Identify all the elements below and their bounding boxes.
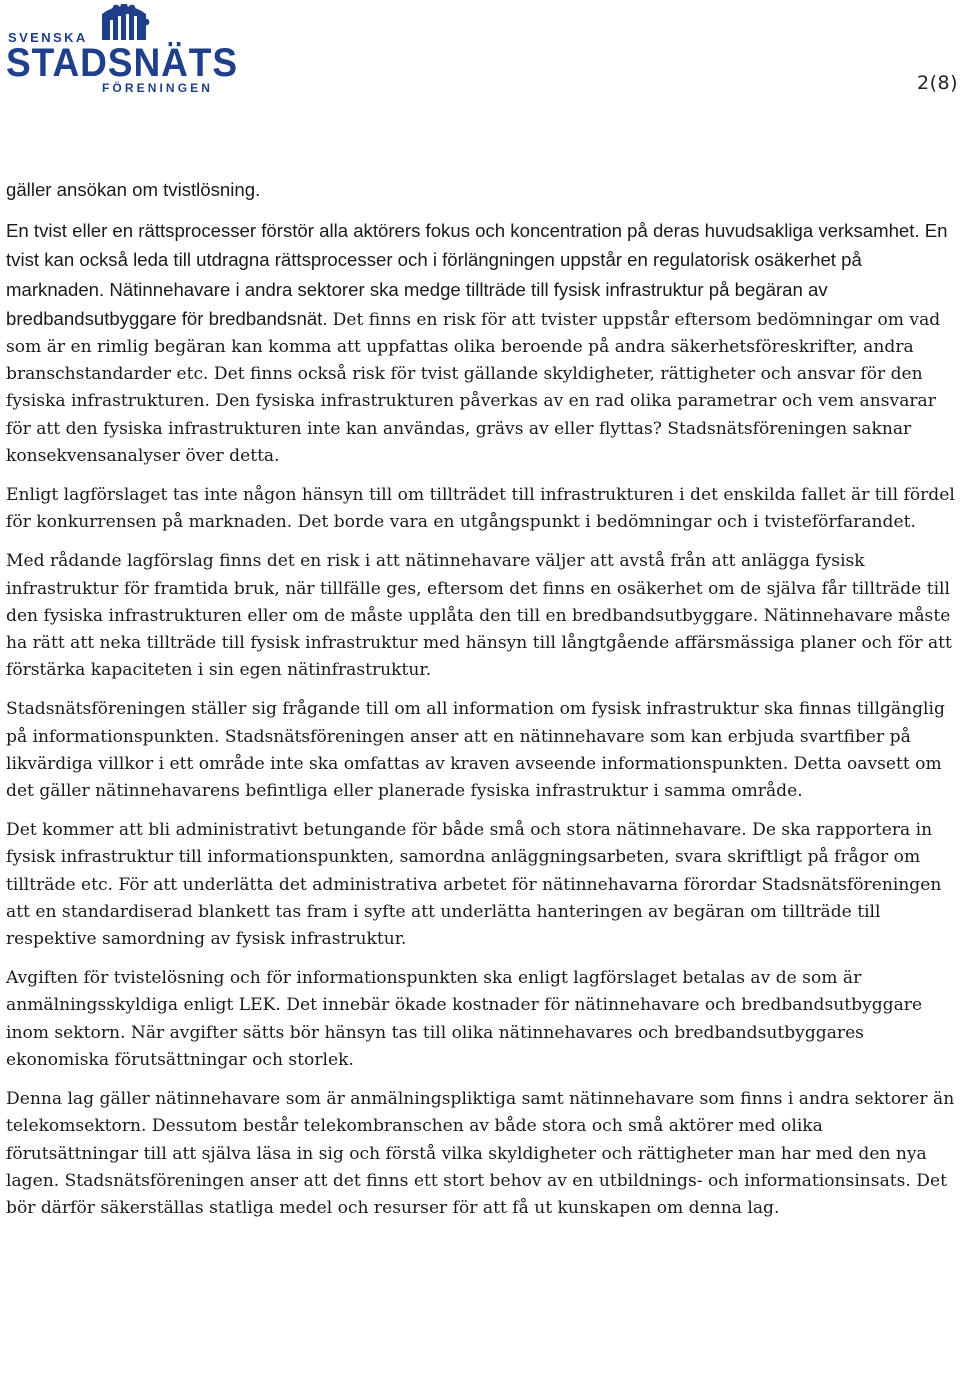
- logo-top-text: SVENSKA: [8, 30, 88, 45]
- page-header: [0, 0, 960, 110]
- document-body: [6, 176, 958, 1222]
- logo-bottom-text: FÖRENINGEN: [102, 81, 214, 95]
- paragraph-8: Denna lag gäller nätinnehavare som är anmälningspliktiga samt nätinnehavare som finns i andra sektorer än telekomsektorn. Dessutom består telekombranschen av både stora och små aktörer med olika förutsättningar till att själva läsa in sig och förstå vilka skyldigheter och rättigheter man har med den nya lagen. Stadsnätsföreningen anser att det finns ett stort behov av en utbildnings- och informationsinsats. Det bör därför säkerställas statliga medel och resurser för att få ut kunskapen om denna lag.: [6, 1089, 955, 1218]
- paragraph-2: [6, 217, 958, 470]
- page-number: 2(8): [916, 72, 958, 94]
- logo-main-text: STADSNÄTS: [6, 41, 238, 85]
- paragraph-1: gäller ansökan om tvistlösning.: [6, 179, 261, 200]
- stadsnatsforeningen-logo: [6, 4, 242, 96]
- paragraph-6: Det kommer att bli administrativt betungande för både små och stora nätinnehavare. De ska rapportera in fysisk infrastruktur till informationspunkten, samordna anläggningsarbeten, svara skriftligt på frågor om tillträde etc. För att underlätta det administrativa arbetet för nätinnehavarna förordar Stadsnätsföreningen att en standardiserad blankett tas fram i syfte att underlätta hanteringen av begäran om tillträde till respektive samordning av fysisk infrastruktur.: [6, 820, 942, 950]
- paragraph-4: Med rådande lagförslag finns det en risk i att nätinnehavare väljer att avstå från att anlägga fysisk infrastruktur för framtida bruk, när tillfälle ges, eftersom det finns en osäkerhet om de själva får tillträde till den fysiska infrastrukturen eller om de måste upplåta den till en bredbandsutbyggare. Nätinnehavare måste ha rätt att neka tillträde till fysisk infrastruktur med hänsyn till långtgående affärsmässiga planer och för att förstärka kapaciteten i sin egen nätinfrastruktur.: [6, 551, 952, 681]
- paragraph-7: Avgiften för tvistelösning och för informationspunkten ska enligt lagförslaget betalas av de som är anmälningsskyldiga enligt LEK. Det innebär ökade kostnader för nätinnehavare och bredbandsutbyggare inom sektorn. När avgifter sätts bör hänsyn tas till olika nätinnehavares och bredbandsutbyggares ekonomiska förutsättningar och storlek.: [6, 968, 923, 1070]
- paragraph-3: Enligt lagförslaget tas inte någon hänsyn till om tillträdet till infrastrukturen i det enskilda fallet är till fördel för konkurrensen på marknaden. Det borde vara en utgångspunkt i bedömningar och i tvisteförfarandet.: [6, 485, 955, 533]
- paragraph-2-part-2: Det finns en risk för att tvister uppstår eftersom bedömningar om vad som är en rimlig begäran kan komma att uppfattas olika beroende på andra säkerhetsföreskrifter, andra branschstandarder etc. Det finns också risk för tvist gällande skyldigheter, rättigheter och ansvar för den fysiska infrastrukturen. Den fysiska infrastrukturen påverkas av en rad olika parametrar och vem ansvarar för att den fysiska infrastrukturen inte kan användas, grävs av eller flyttas? Stadsnätsföreningen saknar konsekvensanalyser över detta.: [6, 309, 941, 466]
- paragraph-5: Stadsnätsföreningen ställer sig frågande till om all information om fysisk infrastruktur ska finnas tillgänglig på informationspunkten. Stadsnätsföreningen anser att en nätinnehavare som kan erbjuda svartfiber på likvärdiga villkor i ett område inte ska omfattas av kraven avseende informationspunkten. Detta oavsett om det gäller nätinnehavarens befintliga eller planerade fysiska infrastruktur i samma område.: [6, 699, 945, 802]
- paragraph-2-part-1: En tvist eller en rättsprocesser förstör alla aktörers fokus och koncentration på deras huvudsakliga verksamhet. En tvist kan också leda till utdragna rättsprocesser och i förlängningen uppstår en regulatorisk osäkerhet på marknaden. Nätinnehavare i andra sektorer ska medge tillträde till fysisk infrastruktur på begäran av bredbandsutbyggare för bredbandsnät.: [6, 220, 948, 329]
